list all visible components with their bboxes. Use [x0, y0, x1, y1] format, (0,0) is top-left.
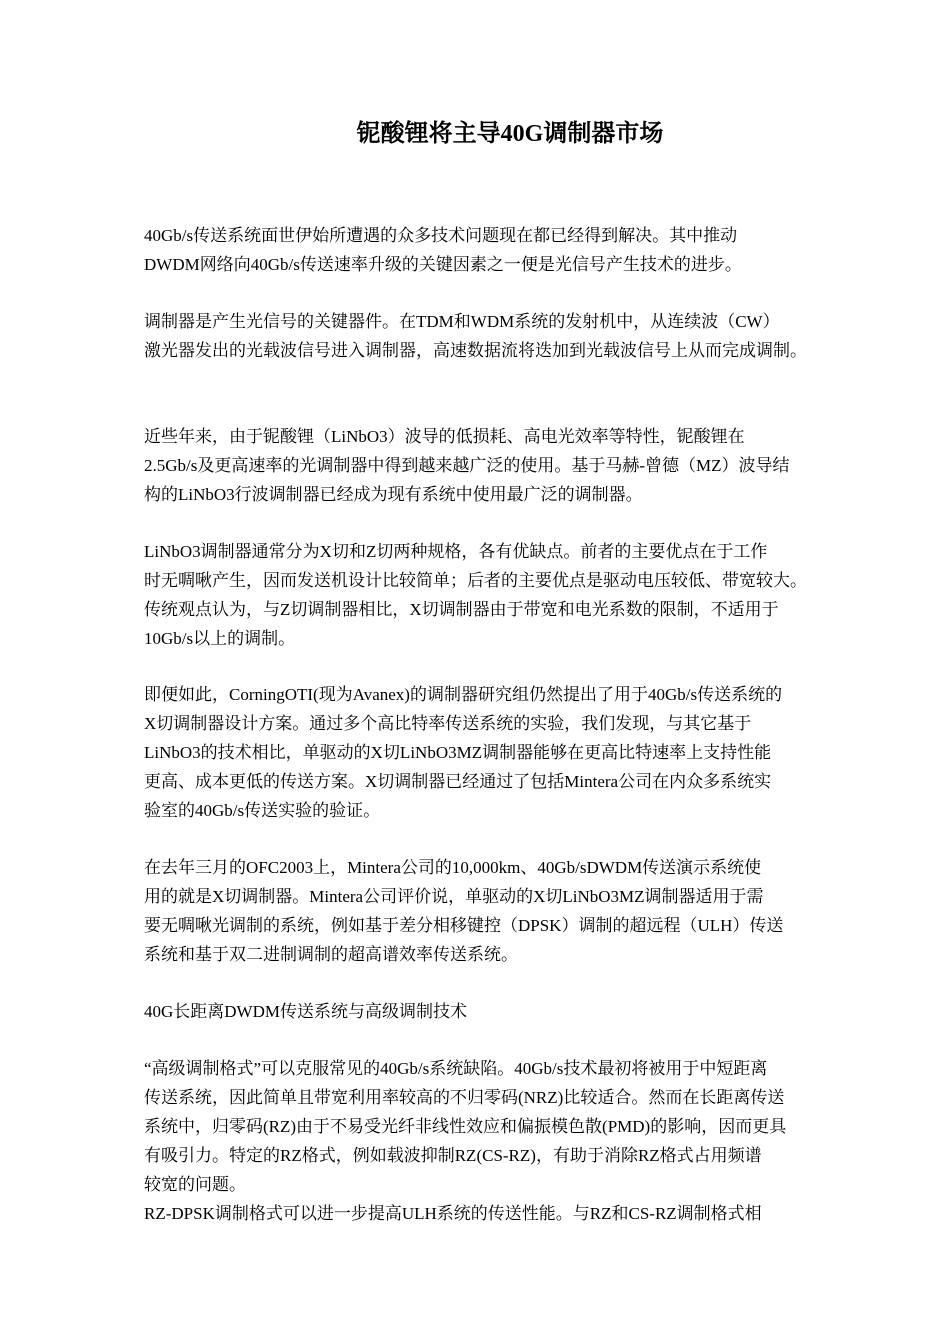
text-line: 系统和基于双二进制调制的超高谱效率传送系统。 — [144, 945, 518, 964]
text-line: 即便如此，CorningOTI(现为Avanex)的调制器研究组仍然提出了用于40Gb/s传送系统的 — [144, 685, 783, 704]
text-line: 调制器是产生光信号的关键器件。在TDM和WDM系统的发射机中，从连续波（CW） — [144, 312, 780, 331]
text-line: 有吸引力。特定的RZ格式，例如载波抑制RZ(CS-RZ)，有助于消除RZ格式占用频谱 — [144, 1146, 762, 1165]
paragraph-4 — [144, 537, 807, 653]
section-heading — [144, 997, 467, 1026]
text-line: 较宽的问题。 — [144, 1175, 246, 1194]
text-line: RZ-DPSK调制格式可以进一步提高ULH系统的传送性能。与RZ和CS-RZ调制格式相 — [144, 1204, 762, 1223]
text-line: 近些年来，由于铌酸锂（LiNbO3）波导的低损耗、高电光效率等特性，铌酸锂在 — [144, 427, 745, 446]
text-line: 验室的40Gb/s传送实验的验证。 — [144, 801, 381, 820]
text-line: 构的LiNbO3行波调制器已经成为现有系统中使用最广泛的调制器。 — [144, 485, 643, 504]
text-line: 传送系统，因此简单且带宽利用率较高的不归零码(NRZ)比较适合。然而在长距离传送 — [144, 1088, 785, 1107]
text-line: 更高、成本更低的传送方案。X切调制器已经通过了包括Mintera公司在内众多系统实 — [144, 772, 772, 791]
paragraph-1 — [144, 221, 742, 279]
text-line: LiNbO3的技术相比，单驱动的X切LiNbO3MZ调制器能够在更高比特速率上支持性能 — [144, 743, 772, 762]
text-line: 40G长距离DWDM传送系统与高级调制技术 — [144, 1002, 467, 1021]
text-line: 2.5Gb/s及更高速率的光调制器中得到越来越广泛的使用。基于马赫-曾德（MZ）波导结 — [144, 456, 790, 475]
text-line: X切调制器设计方案。通过多个高比特率传送系统的实验，我们发现，与其它基于 — [144, 714, 752, 733]
text-line: 要无啁啾光调制的系统，例如基于差分相移键控（DPSK）调制的超远程（ULH）传送 — [144, 916, 784, 935]
text-line: 用的就是X切调制器。Mintera公司评价说，单驱动的X切LiNbO3MZ调制器适用于需 — [144, 887, 764, 906]
text-line: 10Gb/s以上的调制。 — [144, 629, 296, 648]
text-line: 传统观点认为，与Z切调制器相比，X切调制器由于带宽和电光系数的限制，不适用于 — [144, 600, 779, 619]
text-line: 40Gb/s传送系统面世伊始所遭遇的众多技术问题现在都已经得到解决。其中推动 — [144, 226, 738, 245]
text-line: 激光器发出的光载波信号进入调制器，高速数据流将迭加到光载波信号上从而完成调制。 — [144, 341, 807, 360]
paragraph-7 — [144, 1054, 786, 1228]
paragraph-5 — [144, 680, 782, 825]
text-line: DWDM网络向40Gb/s传送速率升级的关键因素之一便是光信号产生技术的进步。 — [144, 255, 742, 274]
text-line: 在去年三月的OFC2003上，Mintera公司的10,000km、40Gb/sDWDM传送演示系统使 — [144, 858, 762, 877]
text-line: “高级调制格式”可以克服常见的40Gb/s系统缺陷。40Gb/s技术最初将被用于中短距离 — [144, 1059, 768, 1078]
paragraph-6 — [144, 853, 783, 969]
text-line: 系统中，归零码(RZ)由于不易受光纤非线性效应和偏振模色散(PMD)的影响，因而更具 — [144, 1117, 787, 1136]
text-line: 时无啁啾产生，因而发送机设计比较简单；后者的主要优点是驱动电压较低、带宽较大。 — [144, 571, 807, 590]
paragraph-3 — [144, 422, 790, 509]
text-line: LiNbO3调制器通常分为X切和Z切两种规格，各有优缺点。前者的主要优点在于工作 — [144, 542, 768, 561]
document-title: 铌酸锂将主导40G调制器市场 — [356, 121, 664, 147]
paragraph-2 — [144, 307, 807, 365]
